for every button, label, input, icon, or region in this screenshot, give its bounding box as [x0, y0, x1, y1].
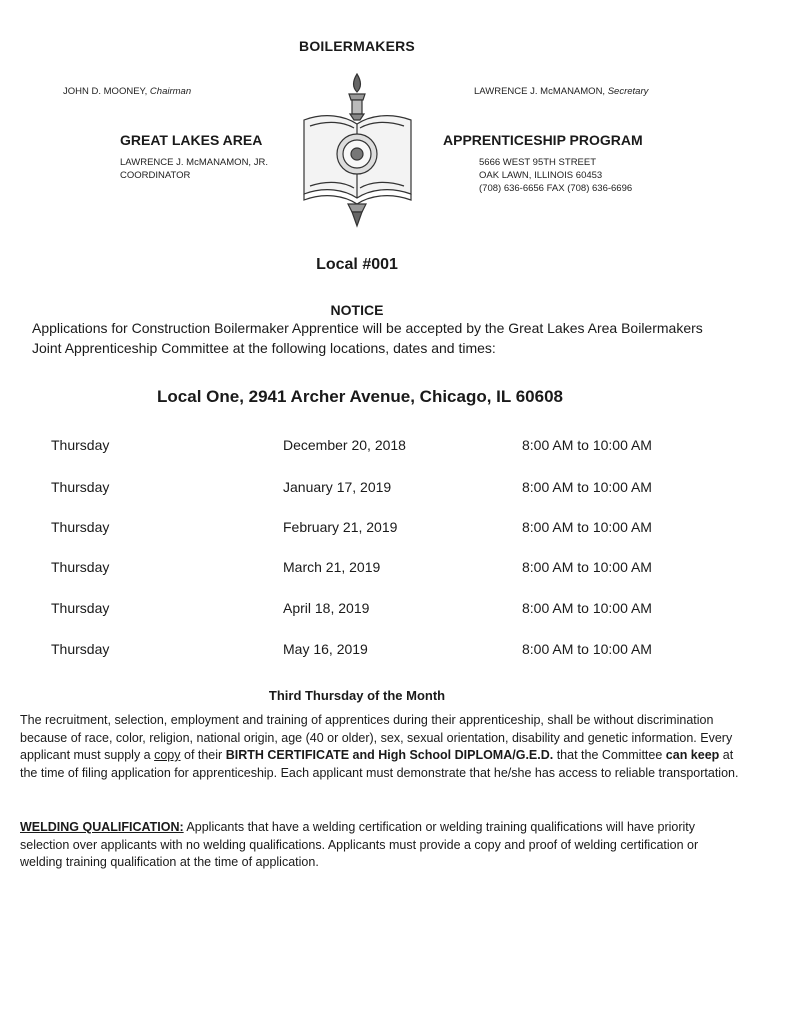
policy-keep-emphasis: can keep	[665, 748, 720, 762]
third-thursday-note: Third Thursday of the Month	[268, 688, 446, 703]
policy-text: at the time of filing application for apprenticeship. Each applicant must demonstrate that he/she has access to reliable transportation.	[20, 748, 739, 780]
secretary-line	[474, 85, 648, 98]
schedule-row	[0, 437, 800, 459]
coordinator-role: COORDINATOR	[120, 170, 191, 181]
schedule-date: December 20, 2018	[283, 437, 406, 453]
schedule-date: January 17, 2019	[283, 479, 392, 495]
document-title: BOILERMAKERS	[299, 38, 415, 54]
schedule-date: February 21, 2019	[283, 519, 398, 535]
policy-copy-emphasis: copy	[154, 748, 181, 762]
schedule-day: Thursday	[51, 559, 110, 575]
schedule-time: 8:00 AM to 10:00 AM	[522, 519, 652, 535]
schedule-time: 8:00 AM to 10:00 AM	[522, 437, 652, 453]
schedule-time: 8:00 AM to 10:00 AM	[522, 641, 652, 657]
welding-paragraph	[20, 819, 740, 872]
notice-heading: NOTICE	[330, 302, 384, 318]
schedule-row	[0, 519, 800, 541]
policy-text: of their	[180, 748, 226, 762]
schedule-row	[0, 600, 800, 622]
schedule-date: May 16, 2019	[283, 641, 368, 657]
schedule-day: Thursday	[51, 437, 110, 453]
chairman-line	[63, 85, 191, 98]
address-city: OAK LAWN, ILLINOIS 60453	[479, 170, 603, 181]
location-heading: Local One, 2941 Archer Avenue, Chicago, IL 60608	[157, 387, 563, 406]
schedule-date: April 18, 2019	[283, 600, 370, 616]
schedule-date: March 21, 2019	[283, 559, 381, 575]
schedule-row	[0, 479, 800, 501]
policy-documents-emphasis: BIRTH CERTIFICATE and High School DIPLOMA/G.E.D.	[225, 748, 554, 762]
address-street: 5666 WEST 95TH STREET	[479, 157, 597, 168]
program-heading: APPRENTICESHIP PROGRAM	[443, 132, 643, 148]
schedule-time: 8:00 AM to 10:00 AM	[522, 479, 652, 495]
chairman-role: Chairman	[149, 86, 192, 97]
notice-body: Applications for Construction Boilermaker Apprentice will be accepted by the Great Lakes Area Boilermakers Joint Apprenticeship Committee at the following locations, dates and times:	[32, 320, 703, 356]
policy-text: The recruitment, selection, employment and training of apprentices during their apprenticeship, shall be without discrimination because of race, color, religion, national origin, age (40 or older), sex, sexual orientation, disability and genetic information. Every applicant must supply a	[20, 713, 733, 762]
schedule-day: Thursday	[51, 519, 110, 535]
union-emblem-icon	[300, 72, 415, 230]
address-phone: (708) 636-6656 FAX (708) 636-6696	[479, 183, 633, 194]
coordinator-block	[120, 156, 268, 182]
welding-text: Applicants that have a welding certification or welding training qualifications will have priority selection over applicants with no welding qualifications. Applicants must provide a copy and proof of welding certification or welding training qualification at the time of application.	[20, 820, 699, 869]
policy-text: that the Committee	[553, 748, 666, 762]
secretary-name: LAWRENCE J. McMANAMON,	[474, 86, 608, 97]
schedule-row	[0, 641, 800, 663]
policy-paragraph	[20, 712, 740, 782]
schedule-row	[0, 559, 800, 581]
schedule-time: 8:00 AM to 10:00 AM	[522, 559, 652, 575]
address-block	[479, 156, 632, 195]
welding-label: WELDING QUALIFICATION:	[20, 820, 184, 834]
schedule-day: Thursday	[51, 479, 110, 495]
chairman-name: JOHN D. MOONEY,	[63, 86, 150, 97]
schedule-day: Thursday	[51, 600, 110, 616]
local-title: Local #001	[316, 256, 398, 273]
area-heading: GREAT LAKES AREA	[120, 132, 263, 148]
schedule-day: Thursday	[51, 641, 110, 657]
schedule-time: 8:00 AM to 10:00 AM	[522, 600, 652, 616]
secretary-role: Secretary	[607, 86, 649, 97]
coordinator-name: LAWRENCE J. McMANAMON, JR.	[120, 157, 268, 168]
